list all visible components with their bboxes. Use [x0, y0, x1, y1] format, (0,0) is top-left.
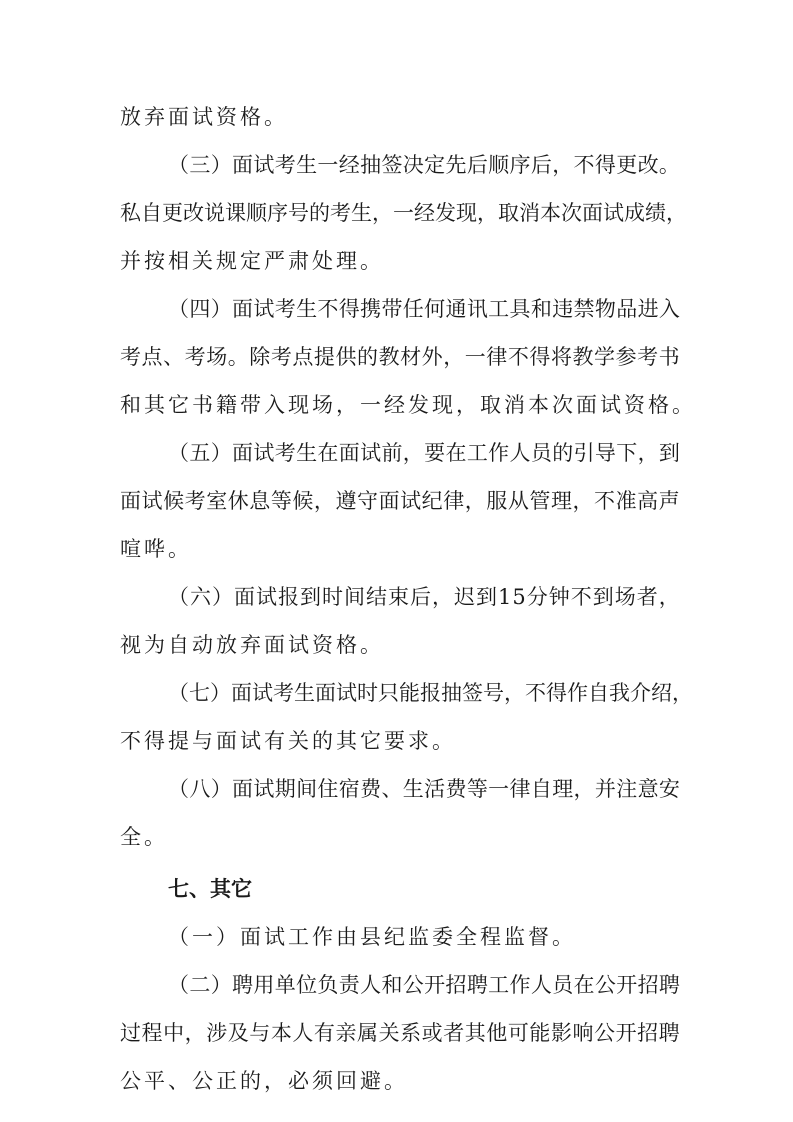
section-heading: 七、其它	[168, 877, 252, 901]
paragraph-section-two	[120, 961, 680, 1105]
paragraph-rule-eight	[120, 765, 680, 861]
paragraph-line: 放弃面试资格。	[120, 105, 288, 129]
paragraph-line: （ 六 ） 面 试 报 到 时 间 结 束 后 ， 迟 到 1 5 分 钟 不 到 场 者 ，	[168, 585, 680, 609]
paragraph-rule-six	[120, 573, 680, 669]
paragraph-line: 并按相关规定严肃处理。	[120, 249, 384, 273]
paragraph-line: （ 二 ） 聘 用 单 位 负 责 人 和 公 开 招 聘 工 作 人 员 在 公 开 招 聘	[168, 973, 680, 997]
paragraph-line: 不得提与面试有关的其它要求。	[120, 729, 456, 753]
paragraph-line: 和其它书籍带入现场，一经发现，取消本次面试资格。	[120, 393, 696, 417]
paragraph-rule-five	[120, 429, 680, 573]
paragraph-line: 全。	[120, 825, 168, 849]
paragraph-line: 公平、公正的，必须回避。	[120, 1069, 408, 1093]
paragraph-rule-four	[120, 285, 696, 429]
paragraph-line: 视为自动放弃面试资格。	[120, 633, 384, 657]
paragraph-line: （ 四 ） 面 试 考 生 不 得 携 带 任 何 通 讯 工 具 和 违 禁 物 品 进 入	[168, 297, 680, 321]
paragraph-line: （一）面试工作由县纪监委全程监督。	[168, 925, 576, 949]
paragraph-rule-three	[120, 141, 687, 285]
document-body	[120, 93, 696, 1105]
paragraph-line: 过 程 中 ， 涉 及 与 本 人 有 亲 属 关 系 或 者 其 他 可 能 影 响 公 开 招 聘	[120, 1021, 680, 1045]
paragraph-line: （ 五 ） 面 试 考 生 在 面 试 前 ， 要 在 工 作 人 员 的 引 导 下 ， 到	[168, 441, 680, 465]
paragraph-section-one	[120, 913, 680, 961]
paragraph-line: （ 七 ） 面 试 考 生 面 试 时 只 能 报 抽 签 号 ， 不 得 作 自 我 介 绍 ，	[168, 681, 693, 705]
paragraph-line: 喧哗。	[120, 537, 192, 561]
paragraph-line: （ 三 ） 面 试 考 生 一 经 抽 签 决 定 先 后 顺 序 后 ， 不 得 更 改 。	[168, 153, 680, 177]
paragraph-line: 私 自 更 改 说 课 顺 序 号 的 考 生 ， 一 经 发 现 ， 取 消 本 次 面 试 成 绩 ，	[120, 201, 687, 225]
paragraph-line: 考 点 、 考 场 。 除 考 点 提 供 的 教 材 外 ， 一 律 不 得 将 教 学 参 考 书	[120, 345, 680, 369]
paragraph-rule-seven	[120, 669, 693, 765]
paragraph-line: 面 试 候 考 室 休 息 等 候 ， 遵 守 面 试 纪 律 ， 服 从 管 理 ， 不 准 高 声	[120, 489, 680, 513]
paragraph-line: （ 八 ） 面 试 期 间 住 宿 费 、 生 活 费 等 一 律 自 理 ， 并 注 意 安	[168, 777, 680, 801]
